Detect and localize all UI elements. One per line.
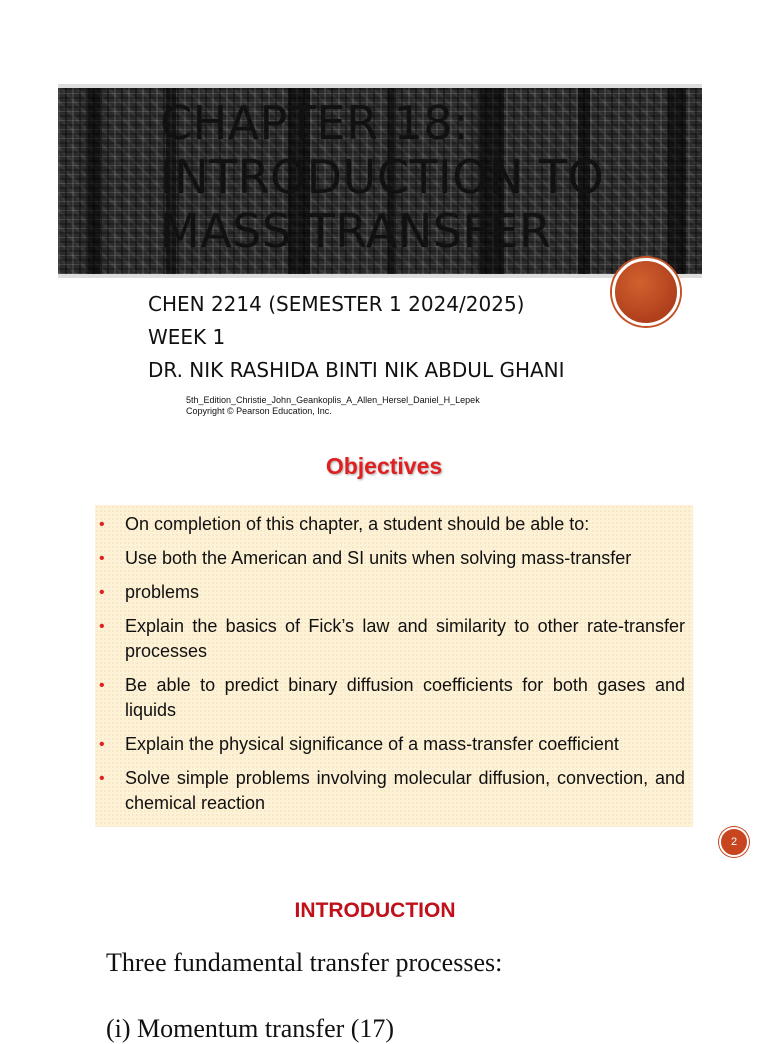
list-item: • problems [99,580,685,605]
title-line-1: CHAPTER 18: [160,96,470,150]
list-item: • Solve simple problems involving molecular diffusion, convection, and chemical reaction [99,768,685,813]
bullet-icon: • [99,618,105,635]
title-line-3: MASS TRANSFER [160,204,552,258]
bullet-icon: • [99,677,105,694]
copyright-line: Copyright © Pearson Education, Inc. [186,406,332,416]
list-item: • Explain the physical significance of a mass-transfer coefficient [99,732,685,757]
week-label: WEEK 1 [148,325,226,349]
page-number-badge: 2 [719,827,749,857]
objectives-list [99,512,685,825]
list-item: • Be able to predict binary diffusion coefficients for both gases and liquids [99,675,685,720]
list-item: • On completion of this chapter, a student should be able to: [99,512,685,537]
chapter-title [160,96,700,258]
introduction-heading: INTRODUCTION [294,899,456,922]
introduction-next-line: (i) Momentum transfer (17) [106,1014,395,1043]
copyright-note [186,395,480,417]
list-item: • Explain the basics of Fick’s law and similarity to other rate-transfer processes [99,616,685,661]
course-info [148,288,668,387]
bullet-icon: • [99,770,105,787]
list-item: • Use both the American and SI units when solving mass-transfer [99,546,685,571]
course-code: CHEN 2214 (SEMESTER 1 2024/2025) [148,292,525,316]
bullet-icon: • [99,736,105,753]
bullet-icon: • [99,550,105,567]
bullet-icon: • [99,584,105,601]
objectives-heading: Objectives [325,453,443,479]
bullet-icon: • [99,516,105,533]
lecturer-name: DR. NIK RASHIDA BINTI NIK ABDUL GHANI [148,358,565,382]
source-line: 5th_Edition_Christie_John_Geankoplis_A_Allen_Hersel_Daniel_H_Lepek [186,395,480,405]
introduction-body: Three fundamental transfer processes: [106,948,503,977]
title-line-2: INTRODUCTION TO [160,150,605,204]
